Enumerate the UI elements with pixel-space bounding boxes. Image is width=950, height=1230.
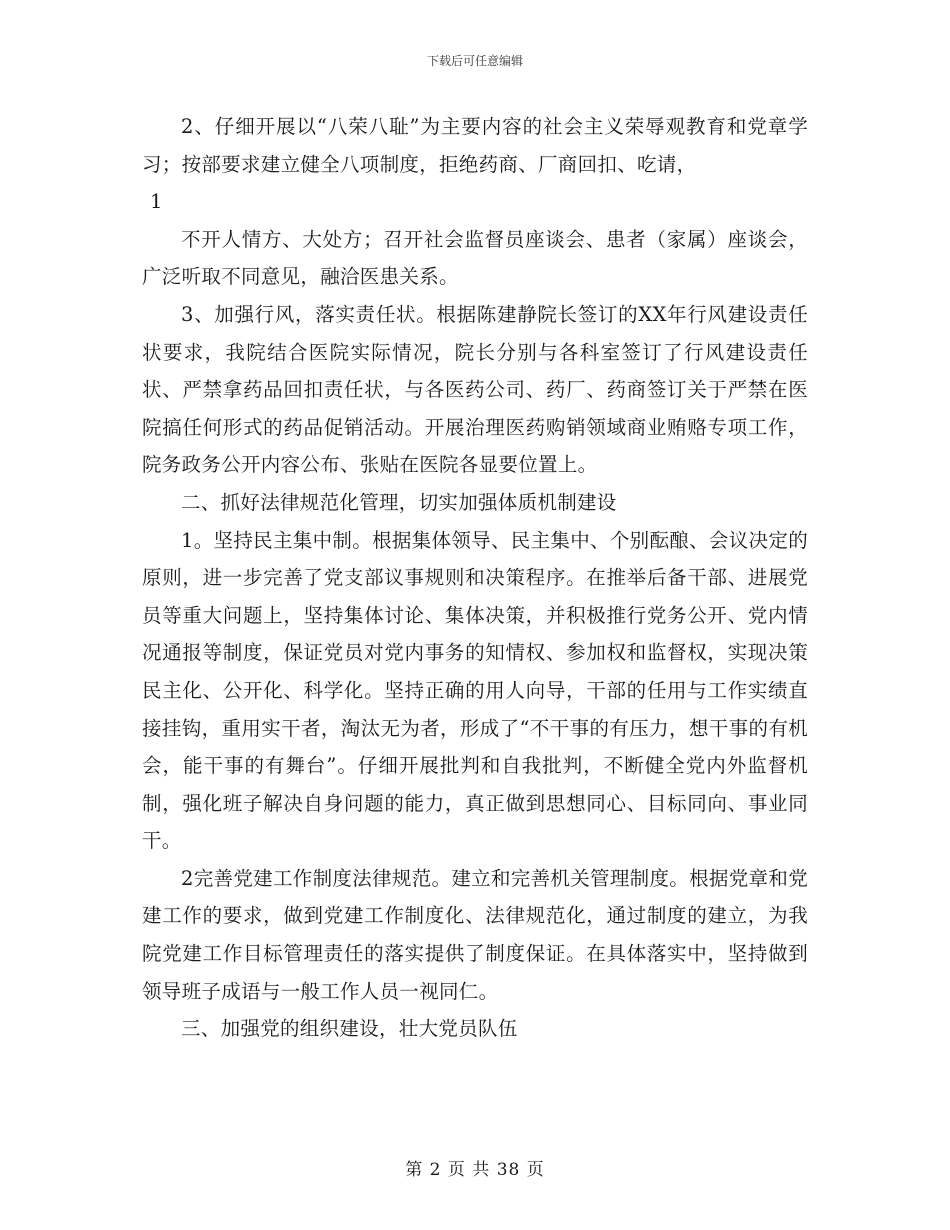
paragraph-item-2: 2、仔细开展以“八荣八耻”为主要内容的社会主义荣辱观教育和党章学习；按部要求建立健全八项制度，拒绝药商、厂商回扣、吃请，	[142, 115, 808, 176]
section-heading-2: 二、抓好法律规范化管理，切实加强体质机制建设	[181, 490, 617, 514]
paragraph-item-3: 3、加强行风，落实责任状。根据陈建静院长签订的XX年行风建设责任状要求，我院结合医院实际情况，院长分别与各科室签订了行风建设责任状、严禁拿药品回扣责任状，与各医药公司、药厂、药商签订关于严禁在医院搞任何形式的药品促销活动。开展治理医药购销领域商业贿赂专项工作，院务政务公开内容公布、张贴在医院各显要位置上。	[142, 302, 808, 477]
paragraph-democratic-centralism: 1。坚持民主集中制。根据集体领导、民主集中、个别酝酿、会议决定的原则，进一步完善了党支部议事规则和决策程序。在推举后备干部、进展党员等重大问题上，坚持集体讨论、集体决策，并积极推行党务公开、党内情况通报等制度，保证党员对党内事务的知情权、参加权和监督权，实现决策民主化、公开化、科学化。坚持正确的用人向导，干部的任用与工作实绩直接挂钩，重用实干者，淘汰无为者，形成了“不干事的有压力，想干事的有机会，能干事的有舞台”。仔细开展批判和自我批判，不断健全党内外监督机制，强化班子解决自身问题的能力，真正做到思想同心、目标同向、事业同干。	[142, 528, 808, 853]
page-header: 下载后可任意编辑	[426, 54, 523, 68]
section-heading-3: 三、加强党的组织建设，壮大党员队伍	[181, 1017, 518, 1041]
paragraph-item-2-continued: 不开人情方、大处方；召开社会监督员座谈会、患者（家属）座谈会，广泛听取不同意见，融洽医患关系。	[142, 227, 808, 289]
inline-page-number: 1	[150, 190, 163, 214]
page-footer: 第 2 页 共 38 页	[405, 1160, 545, 1180]
document-body	[142, 108, 808, 1048]
paragraph-party-building-system: 2完善党建工作制度法律规范。建立和完善机关管理制度。根据党章和党建工作的要求，做到党建工作制度化、法律规范化，通过制度的建立，为我院党建工作目标管理责任的落实提供了制度保证。在具体落实中，坚持做到领导班子成语与一般工作人员一视同仁。	[142, 866, 808, 1003]
